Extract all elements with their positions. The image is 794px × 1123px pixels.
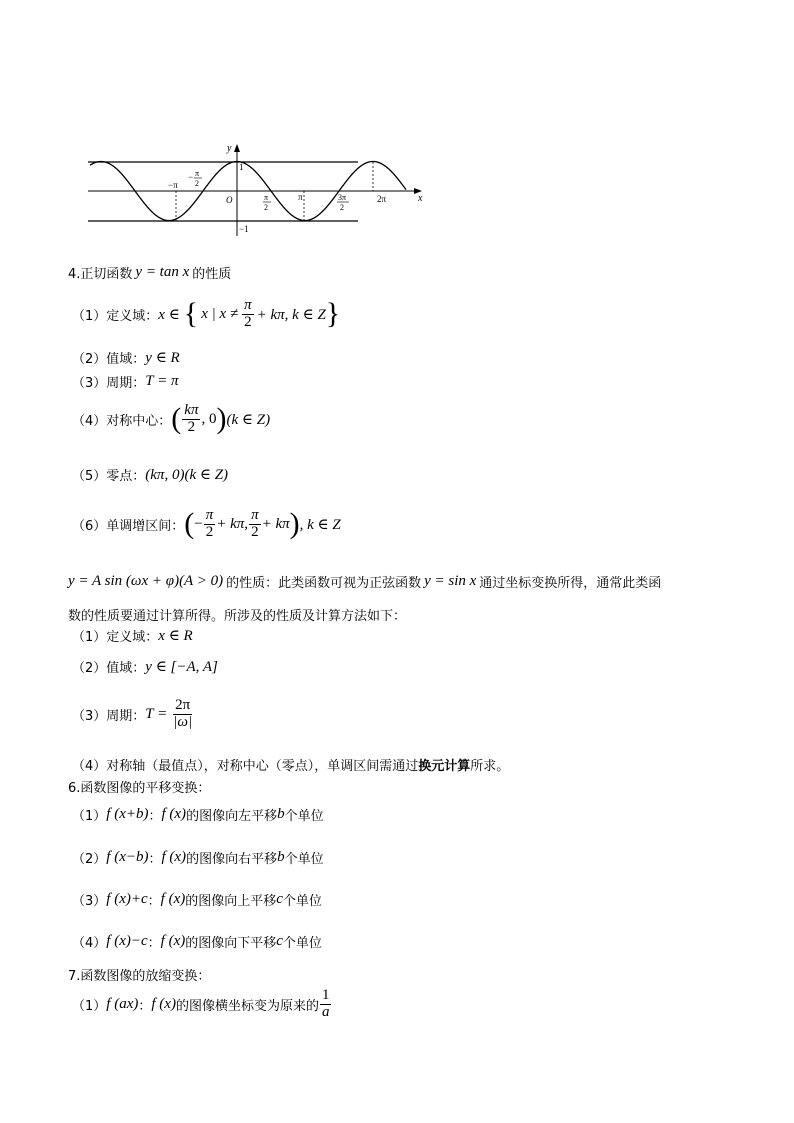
- two-pi-label: 2π: [377, 194, 387, 204]
- half-pi-den: 2: [264, 203, 268, 212]
- s5-symmetry-note: （4）对称轴（最值点），对称中心（零点），单调区间需通过 换元计算 所求。: [72, 759, 510, 774]
- three-half-pi-den: 2: [340, 203, 344, 212]
- s6-item-1: （1） f (x+b) ： f (x) 的图像向左平移 b 个单位: [72, 806, 324, 824]
- s6-item-2: （2） f (x−b) ： f (x) 的图像向右平移 b 个单位: [72, 849, 324, 867]
- section6-title: 6.函数图像的平移变换：: [68, 781, 211, 796]
- s7-item-1: （1） f (ax) ： f (x) 的图像横坐标变为原来的 $\frac{1}{a}$: [72, 987, 330, 1020]
- three-half-pi-num: 3π: [338, 193, 347, 202]
- neg-half-pi-num: π: [195, 169, 200, 178]
- neg-half-pi-den: 2: [195, 179, 199, 188]
- x-axis-label: x: [418, 193, 423, 204]
- cosine-graph: [84, 138, 484, 243]
- s4-symmetry-center: （4）对称中心： ( $\frac{k\pi}{2}$ , 0 ) (k ∈ Z): [72, 402, 271, 436]
- section5-title: y = A sin (ωx + φ)(A > 0) 的性质：此类函数可视为正弦函数 y = sin x 通过坐标变换所得，通常此类函: [68, 573, 662, 591]
- s5-domain: （1）定义域： x ∈ R: [72, 628, 193, 645]
- s5-period: （3）周期： T = $\frac{2\pi}{|\omega|}$: [72, 697, 193, 730]
- neg-half-pi-sign: −: [188, 172, 194, 182]
- s4-domain: （1）定义域： x ∈ { x | x ≠ $\frac{\pi}{2}$ + kπ, k ∈ Z }: [72, 297, 341, 331]
- s6-item-4: （4） f (x)−c ： f (x) 的图像向下平移 c 个单位: [72, 933, 322, 951]
- s4-increasing-interval: （6）单调增区间： ( − $\frac{\pi}{2}$ + kπ, $\frac{\pi}{2}$ + kπ ) , k ∈ Z: [72, 507, 341, 541]
- s4-zeros: （5）零点： (kπ, 0)(k ∈ Z): [72, 467, 229, 484]
- one-label: 1: [239, 162, 244, 172]
- s5-range: （2）值域： y ∈ [−A, A]: [72, 659, 218, 676]
- s6-item-3: （3） f (x)+c ： f (x) 的图像向上平移 c 个单位: [72, 891, 322, 909]
- section4-title: 4.正切函数 y = tan x 的性质: [68, 264, 232, 282]
- s4-range: （2）值域： y ∈ R: [72, 350, 180, 367]
- section5-line2: 数的性质要通过计算所得。所涉及的性质及计算方法如下：: [68, 609, 407, 624]
- origin-label: O: [226, 195, 233, 205]
- pi-label: π: [298, 192, 303, 202]
- y-axis-arrow: [234, 144, 240, 152]
- minus-one-label: −1: [239, 224, 249, 234]
- s4-period: （3）周期： T = π: [72, 373, 179, 391]
- neg-pi-label: −π: [168, 180, 178, 190]
- y-axis-label: y: [227, 143, 232, 154]
- section7-title: 7.函数图像的放缩变换：: [68, 969, 211, 984]
- half-pi-num: π: [264, 193, 269, 202]
